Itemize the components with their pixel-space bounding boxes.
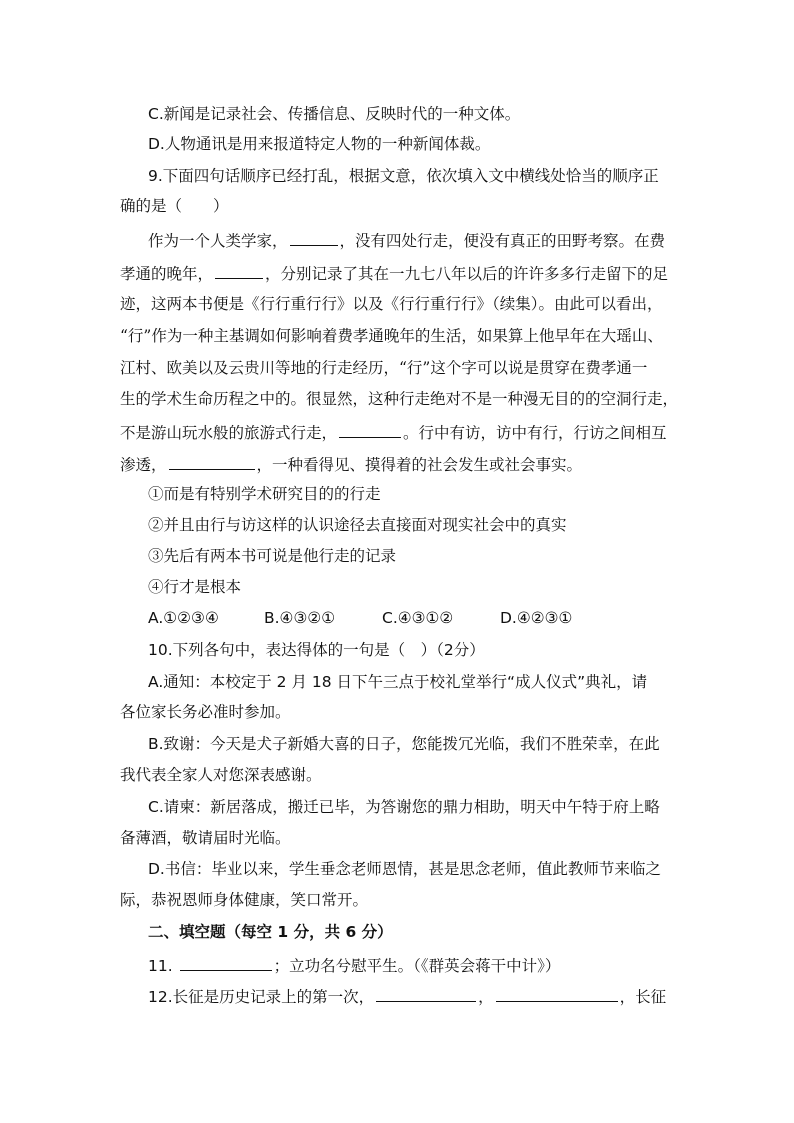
q9-blank-2[interactable]: [215, 262, 263, 279]
q10-option-a-line2: 各位家长务必准时参加。: [120, 703, 291, 721]
section-2-title: 二、填空题（每空 1 分，共 6 分）: [148, 923, 393, 941]
q10-stem: 10.下列各句中，表达得体的一句是（ ）（2分）: [148, 641, 485, 659]
q10-option-c-line2: 备薄酒，敬请届时光临。: [120, 829, 291, 847]
q9-sentence-2: ②并且由行与访这样的认识途径去直接面对现实社会中的真实: [148, 516, 567, 534]
q9-passage-line3: 迹，这两本书便是《行行重行行》以及《行行重行行》（续集）。由此可以看出，: [120, 295, 663, 313]
q9-stem-line2: 确的是（ ）: [120, 197, 229, 215]
q10-option-d-line1: D.书信：毕业以来，学生垂念老师恩情，甚是思念老师，值此教师节来临之: [148, 860, 661, 878]
q8-option-c: C.新闻是记录社会、传播信息、反映时代的一种文体。: [148, 105, 521, 123]
q9-passage-line5: 江村、欧美以及云贵川等地的行走经历，“行”这个字可以说是贯穿在费孝通一: [120, 359, 648, 377]
q12-blank-2[interactable]: [496, 985, 618, 1002]
q9-passage-line4: “行”作为一种主基调如何影响着费孝通晚年的生活，如果算上他早年在大瑶山、: [120, 327, 663, 345]
q10-option-d-line2: 际，恭祝恩师身体健康，笑口常开。: [120, 891, 369, 909]
q9-passage-line2: 孝通的晚年， ，分别记录了其在一九七八年以后的许许多多行走留下的足: [120, 262, 668, 284]
q9-option-d[interactable]: D.④②③①: [500, 609, 573, 627]
q12-line: 12.长征是历史记录上的第一次， ， ，长征: [148, 985, 666, 1007]
q9-passage-line6: 生的学术生命历程之中的。很显然，这种行走绝对不是一种漫无目的的空洞行走，: [120, 390, 679, 408]
q10-option-b-line1: B.致谢：今天是犬子新婚大喜的日子，您能拨冗光临，我们不胜荣幸，在此: [148, 735, 660, 753]
q9-stem-line1: 9.下面四句话顺序已经打乱，根据文意，依次填入文中横线处恰当的顺序正: [148, 167, 659, 185]
q8-option-d: D.人物通讯是用来报道特定人物的一种新闻体裁。: [148, 135, 491, 153]
q9-passage-line8: 渗透， ，一种看得见、摸得着的社会发生或社会事实。: [120, 453, 582, 475]
q10-option-b-line2: 我代表全家人对您深表感谢。: [120, 766, 322, 784]
q9-blank-3[interactable]: [339, 421, 401, 438]
q9-option-c[interactable]: C.④③①②: [382, 609, 454, 627]
q9-blank-1[interactable]: [290, 229, 338, 246]
q10-option-a-line1: A.通知：本校定于 2 月 18 日下午三点于校礼堂举行“成人仪式”典礼，请: [148, 673, 648, 691]
q9-blank-4[interactable]: [169, 453, 255, 470]
q12-blank-1[interactable]: [376, 985, 476, 1002]
q9-sentence-3: ③先后有两本书可说是他行走的记录: [148, 547, 397, 565]
q9-option-b[interactable]: B.④③②①: [264, 609, 336, 627]
q9-sentence-1: ①而是有特别学术研究目的的行走: [148, 485, 381, 503]
q11-blank[interactable]: [180, 954, 272, 971]
q9-passage-line7: 不是游山玩水般的旅游式行走， 。行中有访，访中有行，行访之间相互: [120, 421, 667, 443]
q9-passage-line1: 作为一个人类学家， ，没有四处行走，便没有真正的田野考察。在费: [148, 229, 665, 251]
q10-option-c-line1: C.请柬：新居落成，搬迁已毕，为答谢您的鼎力相助，明天中午特于府上略: [148, 798, 660, 816]
q9-sentence-4: ④行才是根本: [148, 578, 242, 596]
q9-option-a[interactable]: A.①②③④: [148, 609, 219, 627]
q11-line: 11. ；立功名兮慰平生。（《群英会蒋干中计》）: [148, 954, 560, 976]
